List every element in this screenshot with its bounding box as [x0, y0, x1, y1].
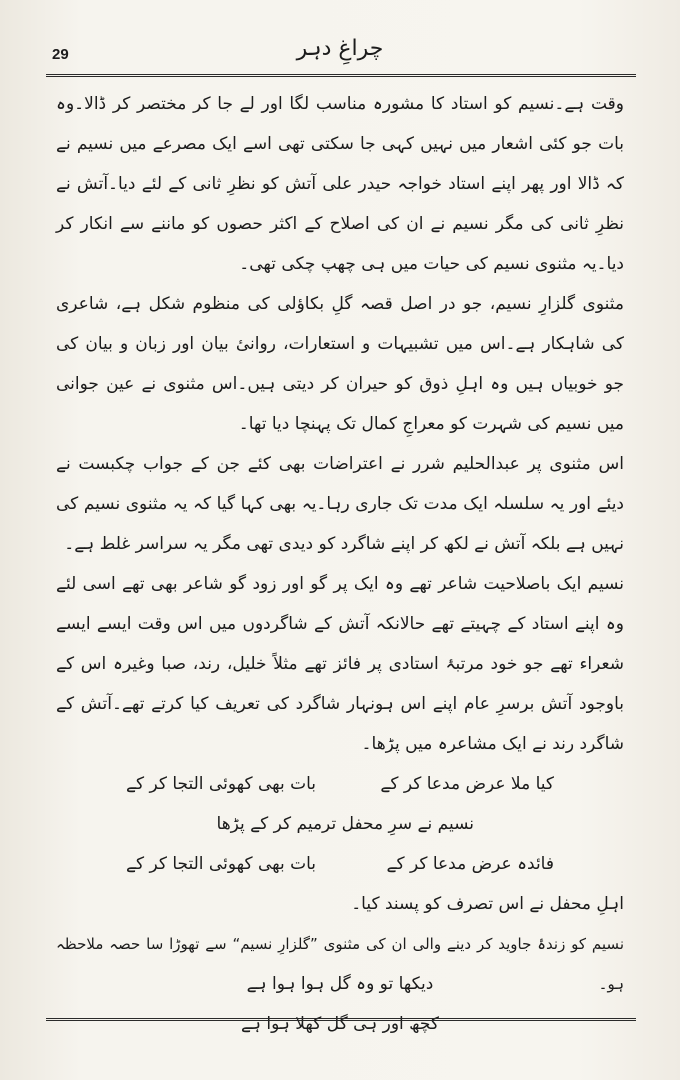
amendment-line: نسیم نے سرِ محفل ترمیم کر کے پڑھا — [216, 814, 474, 834]
header-rule — [46, 74, 636, 77]
verse-naseem — [56, 844, 624, 884]
footer-rule — [46, 1018, 636, 1021]
verse-rind — [56, 764, 624, 804]
verse-rind-second-hemistich: بات بھی کھوئی التجا کر کے — [126, 774, 316, 794]
closing-couplet-line-1: دیکھا تو وہ گل ہوا ہوا ہے — [246, 974, 434, 994]
verse-naseem-second-hemistich: بات بھی کھوئی التجا کر کے — [126, 854, 316, 874]
closing-couplet-line-2: کچھ اور ہی گل کھلا ہوا ہے — [241, 1014, 439, 1034]
paragraph-4: نسیم ایک باصلاحیت شاعر تھے وہ ایک پر گو اور زود گو شاعر بھی تھے اسی لئے وہ اپنے استاد کے چہیتے تھے حالانکہ آتش کے شاگردوں میں اس وقت ایسے ایسے شعراء تھے جو خود مرتبۂ استادی پر فائز تھے مثلاً خلیل، رند، صبا وغیرہ اس کے باوجود آتش برسرِ عام اپنے اس ہونہار شاگرد کی تعریف کیا کرتے تھے۔آتش کے شاگرد رند نے ایک مشاعرہ میں پڑھا۔ — [56, 574, 624, 754]
paragraph-2: مثنوی گلزارِ نسیم، جو در اصل قصہ گلِ بکاؤلی کی منظوم شکل ہے، شاعری کی شاہکار ہے۔اس میں تشبیہات و استعارات، روانیٔ بیان اور زبان و بیان کی جو خوبیاں ہیں وہ اہلِ ذوق کو حیران کر دیتی ہیں۔اس مثنوی نے عین جوانی میں نسیم کی شہرت کو معراجِ کمال تک پہنچا دیا تھا۔ — [56, 294, 624, 434]
approval-line: اہلِ محفل نے اس تصرف کو پسند کیا۔ — [351, 894, 624, 914]
page-body — [56, 84, 624, 1034]
verse-naseem-first-hemistich: فائدہ عرض مدعا کر کے — [386, 854, 554, 874]
paragraph-1: وقت ہے۔نسیم کو استاد کا مشورہ مناسب لگا اور لے جا کر مختصر کر ڈالا۔وہ بات جو کئی اشعار میں نہیں کہی جا سکتی تھی اسے ایک مصرعے میں نسیم نے کہ ڈالا اور پھر اپنے استاد خواجہ حیدر علی آتش کو نظرِ ثانی کے لئے دیا۔آتش نے نظرِ ثانی کی مگر نسیم نے ان کی اصلاح کے اکثر حصوں کو ماننے سے انکار کر دیا۔یہ مثنوی نسیم کی حیات میں ہی چھپ چکی تھی۔ — [56, 94, 624, 274]
running-title: چراغِ دہر — [296, 36, 384, 61]
verse-rind-first-hemistich: کیا ملا عرض مدعا کر کے — [380, 774, 554, 794]
paragraph-3: اس مثنوی پر عبدالحلیم شرر نے اعتراضات بھی کئے جن کے جواب چکبست نے دیئے اور یہ سلسلہ ایک مدت تک جاری رہا۔یہ بھی کہا گیا کہ یہ مثنوی نسیم کی نہیں ہے بلکہ آتش نے لکھ کر اپنے شاگرد کو دیدی تھی مگر یہ سراسر غلط ہے۔ — [56, 454, 624, 554]
page-number: 29 — [52, 46, 69, 63]
excerpt-intro: نسیم کو زندۂ جاوید کر دینے والی ان کی مثنوی ”گلزارِ نسیم“ سے تھوڑا سا حصہ ملاحظہ ہو۔ — [56, 935, 624, 993]
